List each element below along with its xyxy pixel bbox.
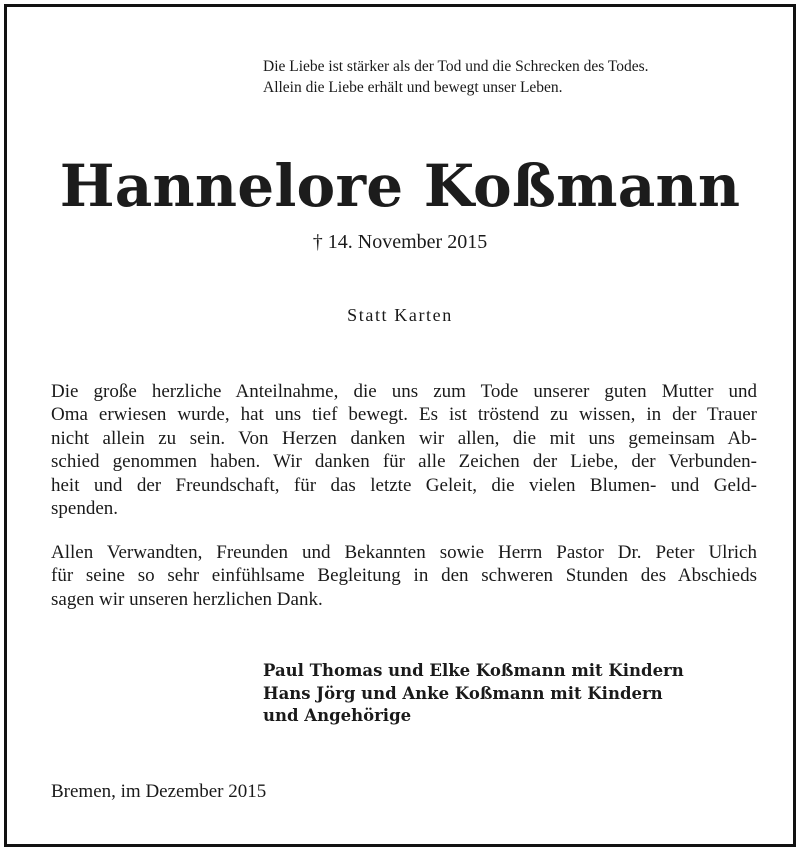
motto-line: Die Liebe ist stärker als der Tod und die Schrecken des Todes. xyxy=(263,58,649,75)
death-date: † 14. November 2015 xyxy=(312,231,488,253)
obituary-notice xyxy=(4,4,796,847)
paragraph-line: schied genommen haben. Wir danken für alle Zeichen der Liebe, der Verbunden- xyxy=(51,451,757,473)
paragraph-line: nicht allein zu sein. Von Herzen danken wir allen, die mit uns gemeinsam Ab- xyxy=(51,427,757,449)
paragraph-line: Oma erwiesen wurde, hat uns tief bewegt. Es ist tröstend zu wissen, in der Trauer xyxy=(51,404,757,426)
paragraph-line: für seine so sehr einfühlsame Begleitung in den schweren Stunden des Abschieds xyxy=(51,565,757,587)
paragraph-line: Allen Verwandten, Freunden und Bekannten sowie Herrn Pastor Dr. Peter Ulrich xyxy=(51,542,757,563)
motto-line: Allein die Liebe erhält und bewegt unser Leben. xyxy=(263,79,563,96)
signers-block xyxy=(263,660,684,728)
deceased-name: Hannelore Koßmann xyxy=(59,152,741,220)
motto-quote xyxy=(263,56,649,98)
statt-karten-label: Statt Karten xyxy=(347,305,453,325)
place-date: Bremen, im Dezember 2015 xyxy=(51,781,267,802)
paragraph-line: spenden. xyxy=(51,498,119,520)
signer-line: Paul Thomas und Elke Koßmann mit Kindern xyxy=(263,661,684,680)
signer-line: und Angehörige xyxy=(263,706,412,725)
thanks-paragraph xyxy=(51,380,757,520)
paragraph-line: sagen wir unseren herzlichen Dank. xyxy=(51,588,323,610)
pastor-thanks-paragraph xyxy=(51,541,757,611)
signer-line: Hans Jörg und Anke Koßmann mit Kindern xyxy=(263,683,663,703)
paragraph-line: heit und der Freundschaft, für das letzte Geleit, die vielen Blumen- und Geld- xyxy=(51,474,757,496)
paragraph-line: Die große herzliche Anteilnahme, die uns zum Tode unserer guten Mutter und xyxy=(51,381,757,402)
